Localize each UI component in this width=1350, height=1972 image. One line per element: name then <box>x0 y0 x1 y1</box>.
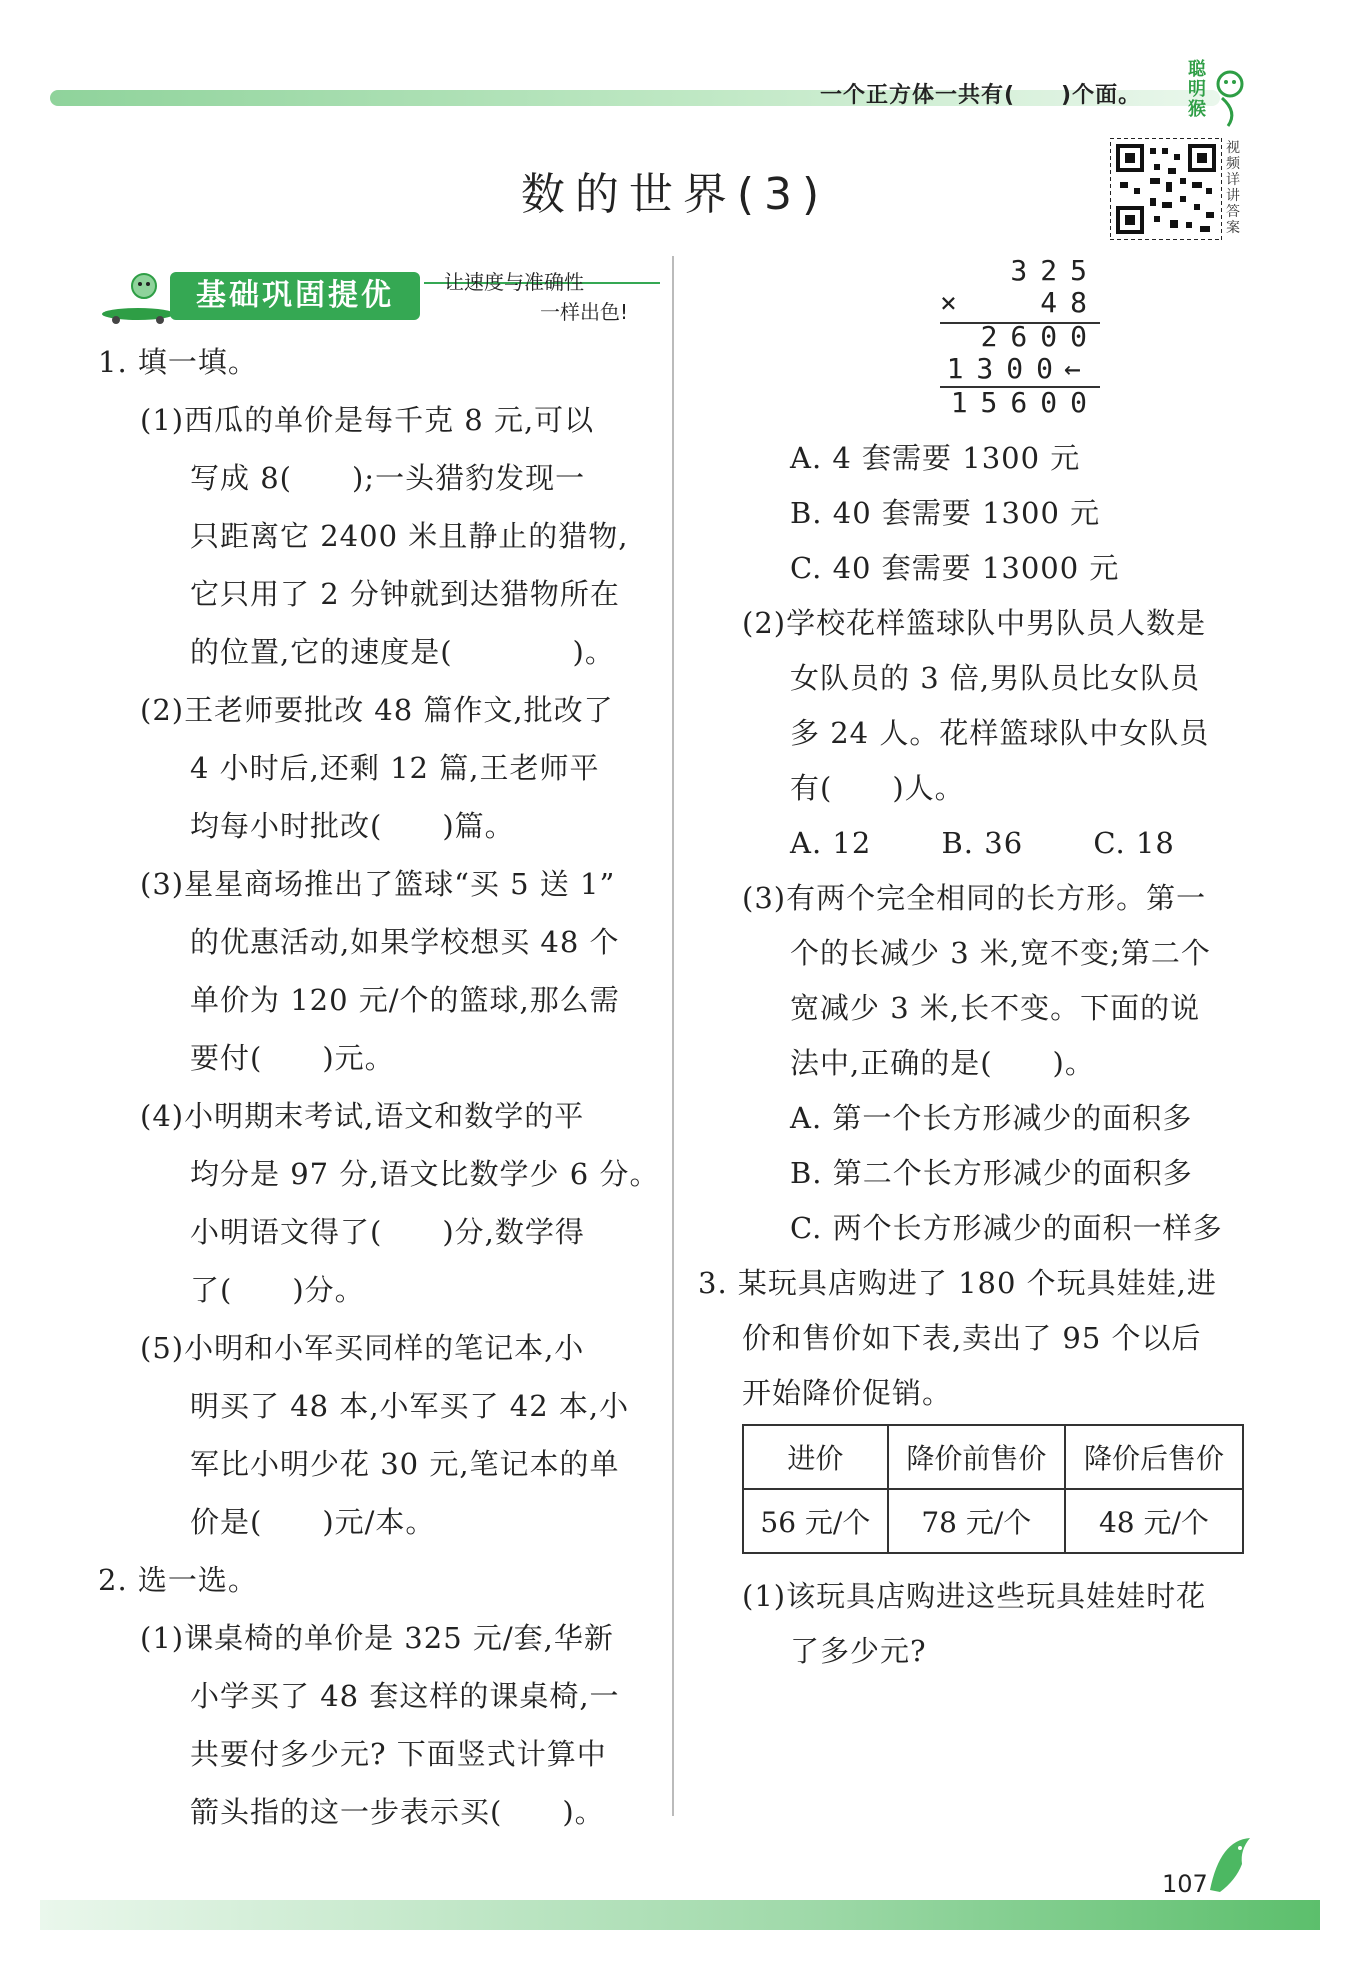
bottom-decor-band <box>40 1900 1320 1930</box>
calc-result: 15600 <box>950 386 1100 419</box>
skateboard-mascot-icon <box>98 268 176 324</box>
table-row <box>743 1489 1243 1553</box>
text-line: 它只用了 2 分钟就到达猎物所在 <box>190 577 620 611</box>
table-header-cell: 降价后售价 <box>1065 1425 1243 1489</box>
calc-multiplicand: 325 <box>1010 254 1100 287</box>
option-b: B. 第二个长方形减少的面积多 <box>790 1156 1193 1190</box>
text-line: (4)小明期末考试,语文和数学的平 <box>140 1099 585 1133</box>
slogan-line-1: 让速度与准确性 <box>444 270 584 294</box>
text-line: (1)该玩具店购进这些玩具娃娃时花 <box>742 1579 1207 1613</box>
calc-partial-1: 2600 <box>980 320 1100 353</box>
text-line: (3)有两个完全相同的长方形。第一 <box>742 881 1207 915</box>
question-1-heading: 1. 填一填。 <box>98 345 258 379</box>
option-c: C. 40 套需要 13000 元 <box>790 551 1120 585</box>
text-line: 要付( )元。 <box>190 1041 395 1075</box>
text-line: 价和售价如下表,卖出了 95 个以后 <box>742 1321 1202 1355</box>
text-line: 法中,正确的是( )。 <box>790 1046 1095 1080</box>
text-line: 了多少元? <box>790 1634 927 1668</box>
text-line: 共要付多少元? 下面竖式计算中 <box>190 1737 607 1771</box>
price-table <box>742 1424 1244 1554</box>
text-line: 宽减少 3 米,长不变。下面的说 <box>790 991 1201 1025</box>
text-line: 箭头指的这一步表示买( )。 <box>190 1795 605 1829</box>
table-header-row <box>743 1425 1243 1489</box>
qr-label: 视频详讲答案 <box>1226 140 1240 236</box>
calc-partial-2: 1300 <box>946 352 1066 385</box>
table-cell: 78 元/个 <box>888 1489 1065 1553</box>
text-line: 明买了 48 本,小军买了 42 本,小 <box>190 1389 630 1423</box>
top-hint-text: 一个正方体一共有( )个面。 <box>820 83 1142 108</box>
brand-text: 聪明猴 <box>1188 59 1206 120</box>
text-line: 有( )人。 <box>790 771 965 805</box>
text-line: 多 24 人。花样篮球队中女队员 <box>790 716 1210 750</box>
text-line: (3)星星商场推出了篮球“买 5 送 1” <box>140 867 616 901</box>
option-c: C. 两个长方形减少的面积一样多 <box>790 1211 1223 1245</box>
text-line: 的优惠活动,如果学校想买 48 个 <box>190 925 620 959</box>
section-banner: 基础巩固提优 <box>170 272 420 320</box>
text-line: (2)王老师要批改 48 篇作文,批改了 <box>140 693 614 727</box>
text-line: 写成 8( );一头猎豹发现一 <box>190 461 586 495</box>
question-3-heading: 3. 某玩具店购进了 180 个玩具娃娃,进 <box>698 1266 1217 1300</box>
text-line: 小明语文得了( )分,数学得 <box>190 1215 585 1249</box>
text-line: 军比小明少花 30 元,笔记本的单 <box>190 1447 620 1481</box>
text-line: 小学买了 48 套这样的课桌椅,一 <box>190 1679 620 1713</box>
text-line: 4 小时后,还剩 12 篇,王老师平 <box>190 751 600 785</box>
text-line: 了( )分。 <box>190 1273 365 1307</box>
slogan-line-2: 一样出色! <box>540 300 629 324</box>
text-line: 女队员的 3 倍,男队员比女队员 <box>790 661 1201 695</box>
table-header-cell: 进价 <box>743 1425 888 1489</box>
text-line: (2)学校花样篮球队中男队员人数是 <box>742 606 1207 640</box>
text-line: 只距离它 2400 米且静止的猎物, <box>190 519 629 553</box>
option-a: A. 4 套需要 1300 元 <box>790 441 1081 475</box>
column-divider <box>672 256 674 1816</box>
text-line: (1)西瓜的单价是每千克 8 元,可以 <box>140 403 595 437</box>
dolphin-icon <box>1200 1830 1260 1900</box>
text-line: 的位置,它的速度是( )。 <box>190 635 615 669</box>
text-line: 均分是 97 分,语文比数学少 6 分。 <box>190 1157 660 1191</box>
options-row: A. 12 B. 36 C. 18 <box>790 826 1175 860</box>
page-number: 107 <box>1162 1870 1208 1898</box>
text-line: (1)课桌椅的单价是 325 元/套,华新 <box>140 1621 614 1655</box>
option-a: A. 第一个长方形减少的面积多 <box>790 1101 1193 1135</box>
text-line: 价是( )元/本。 <box>190 1505 436 1539</box>
page-title: 数的世界(3) <box>520 169 830 220</box>
question-2-heading: 2. 选一选。 <box>98 1563 258 1597</box>
text-line: 开始降价促销。 <box>742 1376 953 1410</box>
calc-arrow: ← <box>1064 352 1081 385</box>
calc-multiplier: 48 <box>1040 286 1100 319</box>
text-line: 个的长减少 3 米,宽不变;第二个 <box>790 936 1211 970</box>
text-line: 均每小时批改( )篇。 <box>190 809 515 843</box>
text-line: (5)小明和小军买同样的笔记本,小 <box>140 1331 585 1365</box>
table-cell: 48 元/个 <box>1065 1489 1243 1553</box>
calc-times-sign: × <box>940 286 970 319</box>
option-b: B. 40 套需要 1300 元 <box>790 496 1101 530</box>
text-line: 单价为 120 元/个的篮球,那么需 <box>190 983 620 1017</box>
table-header-cell: 降价前售价 <box>888 1425 1065 1489</box>
table-cell: 56 元/个 <box>743 1489 888 1553</box>
